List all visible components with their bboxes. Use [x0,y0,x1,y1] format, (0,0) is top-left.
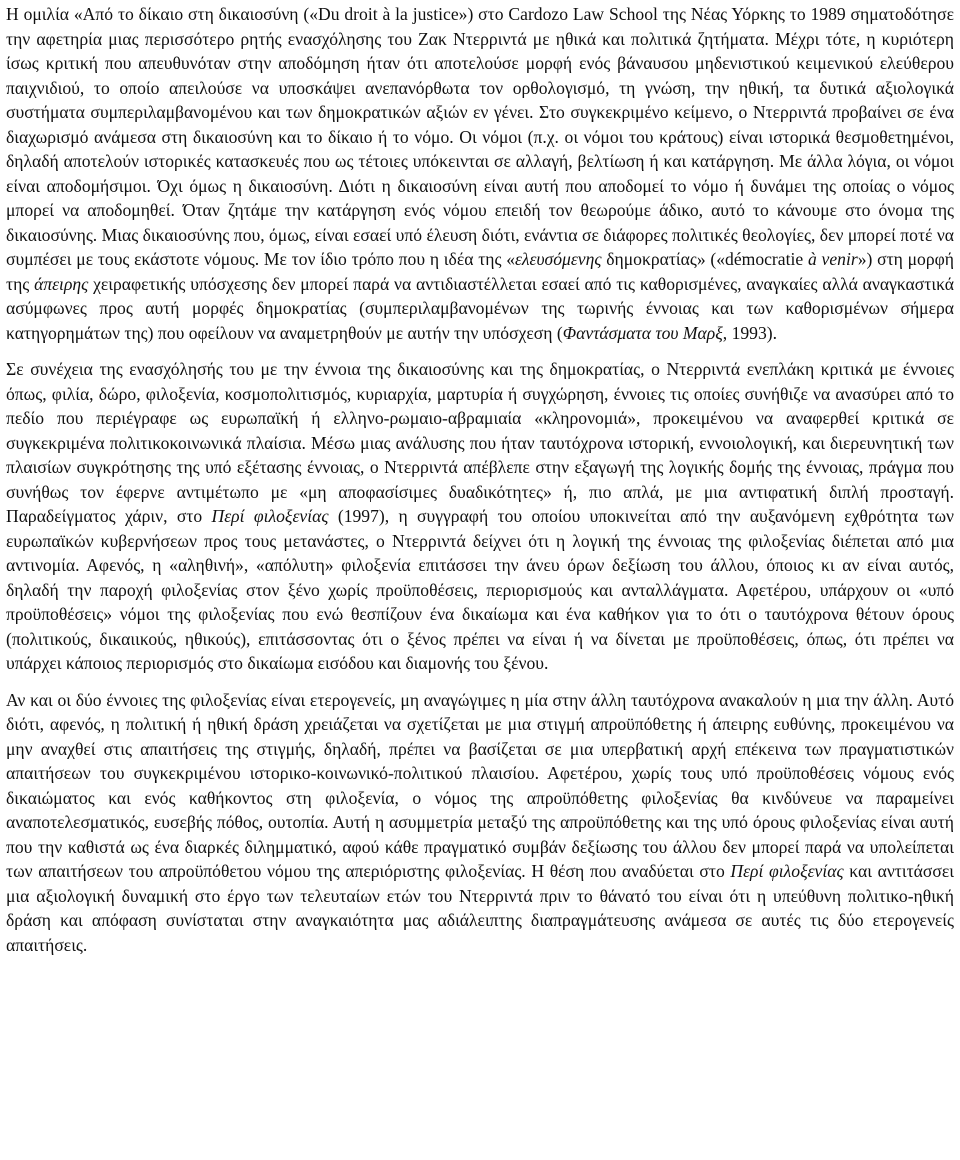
text-run: Αν και οι δύο έννοιες της φιλοξενίας είναι ετερογενείς, μη αναγώγιμες η μία στην άλλη ταυτόχρονα ανακαλούν η μια την άλλη. Αυτό διότι, αφενός, η πολιτική ή ηθική δράση χρειάζεται να σχετίζεται με μια στιγμή απροϋπόθετης ή άπειρης ευθύνης, προκειμένου να μην αναχθεί στις απαιτήσεις της στιγμής, δηλαδή, πρέπει να βασίζεται σε μια υπερβατική αρχή επέκεινα των πραγματιστικών απαιτήσεων του συγκεκριμένου ιστορικο-κοινωνικό-πολιτικού πλαισίου. Αφετέρου, χωρίς τους υπό προϋποθέσεις νόμους ενός δικαιώματος και ενός καθήκοντος στη φιλοξενία, ο νόμος της απροϋπόθετης φιλοξενίας θα κινδύνευε να παραμείνει αναποτελεσματικός, ευσεβής πόθος, ουτοπία. Αυτή η ασυμμετρία μεταξύ της απροϋπόθετης και της υπό όρους φιλοξενίας είναι αυτή που την καθιστά ως ένα διαρκές διλημματικό, αφού κάθε πραγματικό συμβάν δεξίωσης του άλλου δεν μπορεί παρά να υπολείπεται των απαιτήσεων του απροϋπόθετου νόμου της απεριόριστης φιλοξενίας. Η θέση που αναδύεται στο [6,689,954,881]
text-run: χειραφετικής υπόσχεσης δεν μπορεί παρά να αντιδιαστέλλεται εσαεί από τις καθορισμένες, αναγκαίες αλλά αναγκαστικά ασύμφωνες προς αυτή μορφές δημοκρατίας (συμπεριλαμβανομένων της τωρινής έννοιας και των καθορισμένων σήμερα κατηγορημάτων της) που οφείλουν να αναμετρηθούν με αυτήν την υπόσχεση ( [6,273,954,343]
text-run: , 1993). [722,322,778,343]
italic-text-run: Περί φιλοξενίας [730,861,844,881]
italic-text-run: à venir [807,249,858,269]
text-run: δημοκρατίας» («démocratie [601,249,808,269]
paragraph-3 [6,688,954,958]
italic-text-run: Φαντάσματα του Μαρξ [562,322,723,343]
italic-text-run: Περί φιλοξενίας [211,506,329,526]
text-run: Η ομιλία «Από το δίκαιο στη δικαιοσύνη («Du droit à la justice») στο Cardozo Law School της Νέας Υόρκης το 1989 σηματοδότησε την αφετηρία μιας περισσότερο ρητής ενασχόλησης του Ζακ Ντερριντά με ηθικά και πολιτικά ζητήματα. Μέχρι τότε, η κυριότερη ίσως κριτική που απευθυνόταν στην αποδόμηση ήταν ότι αποτελούσε μορφή ενός βάναυσου μηδενιστικού κειμενικού ελεύθερου παιχνιδιού, το οποίο απειλούσε να υποσκάψει ανεπανόρθωτα τον ορθολογισμό, τη γνώση, την ηθική, τα δυτικά αξιολογικά συστήματα συμπεριλαμβανομένου και των δημοκρατικών αξιών εν γένει. Στο συγκεκριμένο κείμενο, ο Ντερριντά προβαίνει σε ένα διαχωρισμό ανάμεσα στη δικαιοσύνη και το δίκαιο ή το νόμο. Οι νόμοι (π.χ. οι νόμοι του κράτους) είναι ιστορικά θεσμοθετημένοι, δηλαδή αποτελούν ιστορικές κατασκευές που ως τέτοιες υπόκεινται σε αλλαγή, βελτίωση ή και κατάργηση. Με άλλα λόγια, οι νόμοι είναι αποδομήσιμοι. Όχι όμως η δικαιοσύνη. Διότι η δικαιοσύνη είναι αυτή που αποδομεί το νόμο ή δυνάμει της οποίας ο νόμος μπορεί να αποδομηθεί. Όταν ζητάμε την κατάργηση ενός νόμου επειδή τον θεωρούμε άδικο, αυτό το κάνουμε στο όνομα της δικαιοσύνης. Μιας δικαιοσύνης που, όμως, είναι εσαεί υπό έλευση διότι, ενάντια σε διάφορες πολιτικές θεολογίες, δεν μπορεί ποτέ να συμπέσει με τους εκάστοτε νόμους. Με τον ίδιο τρόπο που η ιδέα της « [6,4,954,269]
text-run: και αντιτάσσει μια αξιολογική δυναμική στο έργο των τελευταίων ετών του Ντερριντά πριν το θάνατό του είναι ότι η υπεύθυνη πολιτικο-ηθική δράση και απόφαση συνίσταται στην αναγκαιότητα μας αδιάλειπτης διαπραγμάτευσης ανάμεσα σε αυτές τις δύο ετερογενείς απαιτήσεις. [6,861,954,955]
paragraph-1 [6,2,954,345]
paragraph-2 [6,357,954,676]
text-run: ») στη μορφή της [6,249,954,294]
italic-text-run: άπειρης [34,273,89,294]
text-run: (1997), η συγγραφή του οποίου υποκινείται από την αυξανόμενη εχθρότητα των ευρωπαϊκών κυβερνήσεων προς τους μετανάστες, ο Ντερριντά δείχνει ότι η λογική της έννοιας της φιλοξενίας διέπεται από μια αντινομία. Αφενός, η «αληθινή», «απόλυτη» φιλοξενία επιτάσσει την άνευ όρων δεξίωση του άλλου, όποιος κι αν είναι αυτός, δηλαδή την παροχή φιλοξενίας στον ξένο χωρίς προϋποθέσεις, περιορισμούς και ανταλλάγματα. Αφετέρου, υπάρχουν οι «υπό προϋποθέσεις» νόμοι της φιλοξενίας που ενώ θεσπίζουν ένα δικαίωμα και ένα καθήκον για το ότι ο ταυτόχρονα θέτουν όρους (πολιτικούς, δικαιικούς, ηθικούς), επιτάσσοντας ότι ο ξένος πρέπει να είναι ή να δίνεται με προϋποθέσεις, όπως, ότι πρέπει να υπάρχει κάποιος περιορισμός στο δικαίωμα εισόδου και διαμονής του ξένου. [6,506,954,673]
italic-text-run: ελευσόμενης [515,249,602,269]
text-run: Σε συνέχεια της ενασχόλησής του με την έννοια της δικαιοσύνης και της δημοκρατίας, ο Ντερριντά ενεπλάκη κριτικά με έννοιες όπως, φιλία, δώρο, φιλοξενία, κοσμοπολιτισμός, κυριαρχία, μαρτυρία ή συγχώρηση, έννοιες τις οποίες συνήθιζε να ανασύρει από το πεδίο που περιέγραφε ως ευρωπαϊκή ή ελληνο-ρωμαιο-αβραμιαία «κληρονομιά», προκειμένου να αναφερθεί κριτικά σε συγκεκριμένα πολιτικοκοινωνικά πλαίσια. Μέσω μιας ανάλυσης που ήταν ταυτόχρονα ιστορική, εννοιολογική, και διερευνητική των πλαισίων συγκρότησης της υπό εξέτασης έννοιας, ο Ντερριντά απέβλεπε στην εξαγωγή της λογικής δομής της έννοιας, πράγμα που συνήθως τον έφερνε αντιμέτωπο με «μη αποφασίσιμες δυαδικότητες» ή, πιο απλά, με μια αντιφατική διπλή προσταγή. Παραδείγματος χάριν, στο [6,359,954,526]
